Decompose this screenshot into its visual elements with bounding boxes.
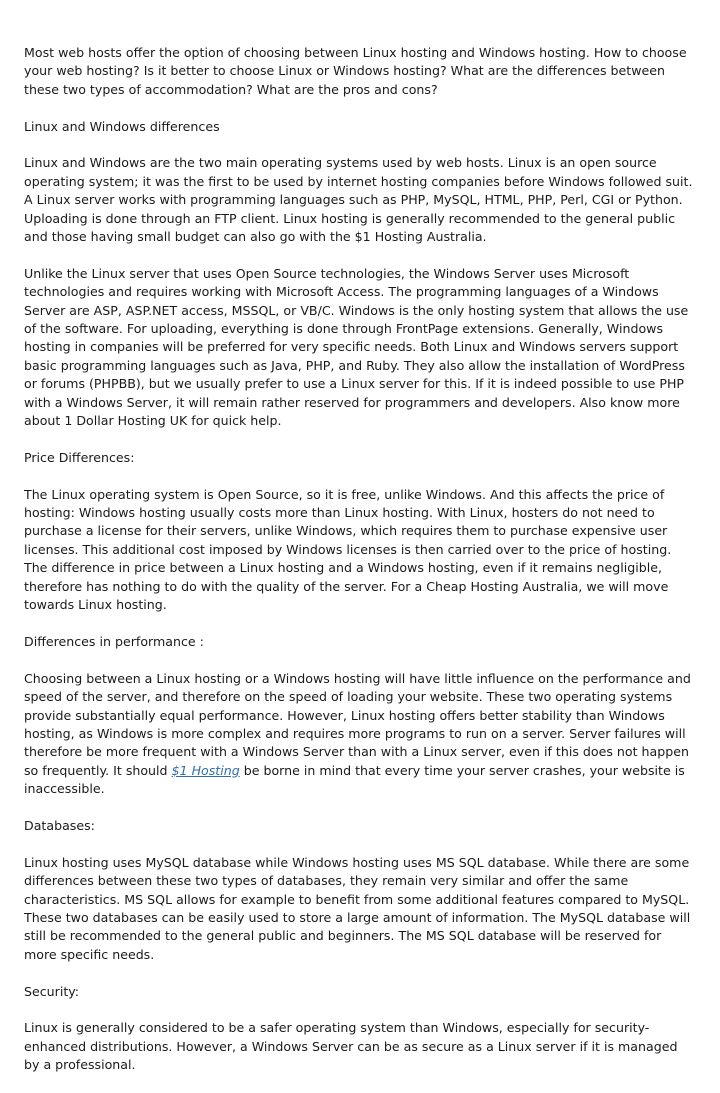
section-heading-differences: Linux and Windows differences xyxy=(24,118,220,134)
linux-paragraph: Linux and Windows are the two main operating systems used by web hosts. Linux is an open source operating system; it was the first to be used by internet hosting companies before Windows followed suit. A Linux server works with programming languages such as PHP, MySQL, HTML, PHP, Perl, CGI or Python. Uploading is done through an FTP client. Linux hosting is generally recommended to the general public and those having small budget can also go with the $1 Hosting Australia. xyxy=(24,155,693,245)
intro-paragraph: Most web hosts offer the option of choosing between Linux hosting and Windows hosting. How to choose your web hosting? Is it better to choose Linux or Windows hosting? What are the differences between these two types of accommodation? What are the pros and cons? xyxy=(24,45,687,97)
section-heading-price: Price Differences: xyxy=(24,449,135,465)
windows-paragraph: Unlike the Linux server that uses Open Source technologies, the Windows Server uses Microsoft technologies and requires working with Microsoft Access. The programming languages of a Windows Server are ASP, ASP.NET access, MSSQL, or VB/C. Windows is the only hosting system that allows the use of the software. For uploading, everything is done through FrontPage extensions. Generally, Windows hosting in companies will be preferred for very specific needs. Both Linux and Windows servers support basic programming languages such as Java, PHP, and Ruby. They also allow the installation of WordPress or forums (PHPBB), but we usually prefer to use a Linux server for this. If it is indeed possible to use PHP with a Windows Server, it will remain rather reserved for programmers and developers. Also know more about 1 Dollar Hosting UK for quick help. xyxy=(24,265,689,429)
performance-text-before: Choosing between a Linux hosting or a Windows hosting will have little influence on the performance and speed of the server, and therefore on the speed of loading your website. These two operating systems provide substantially equal performance. However, Linux hosting offers better stability than Windows hosting, as Windows is more complex and requires more programs to run on a server. Server failures will therefore be more frequent with a Windows Server than with a Linux server, even if this does not happen so frequently. It should xyxy=(24,670,691,778)
section-heading-security: Security: xyxy=(24,983,80,999)
section-heading-databases: Databases: xyxy=(24,817,95,833)
section-heading-performance: Differences in performance : xyxy=(24,633,204,649)
hosting-link[interactable]: $1 Hosting xyxy=(171,762,240,778)
performance-text-after: be borne in mind that every time your server crashes, your website is inaccessible. xyxy=(24,762,685,797)
databases-paragraph: Linux hosting uses MySQL database while Windows hosting uses MS SQL database. While there are some differences between these two types of databases, they remain very similar and offer the same characteristics. MS SQL allows for example to benefit from some additional features compared to MySQL. These two databases can be easily used to store a large amount of information. The MySQL database will still be recommended to the general public and beginners. The MS SQL database will be reserved for more specific needs. xyxy=(24,854,691,962)
performance-paragraph xyxy=(24,670,696,799)
price-paragraph: The Linux operating system is Open Source, so it is free, unlike Windows. And this affects the price of hosting: Windows hosting usually costs more than Linux hosting. With Linux, hosters do not need to purchase a license for their servers, unlike Windows, which requires them to purchase expensive user licenses. This additional cost imposed by Windows licenses is then carried over to the price of hosting. The difference in price between a Linux hosting and a Windows hosting, even if it remains negligible, therefore has nothing to do with the quality of the server. For a Cheap Hosting Australia, we will move towards Linux hosting. xyxy=(24,486,672,613)
security-paragraph: Linux is generally considered to be a safer operating system than Windows, especially for security-enhanced distributions. However, a Windows Server can be as secure as a Linux server if it is managed by a professional. xyxy=(24,1020,678,1073)
article-body xyxy=(24,44,696,1093)
